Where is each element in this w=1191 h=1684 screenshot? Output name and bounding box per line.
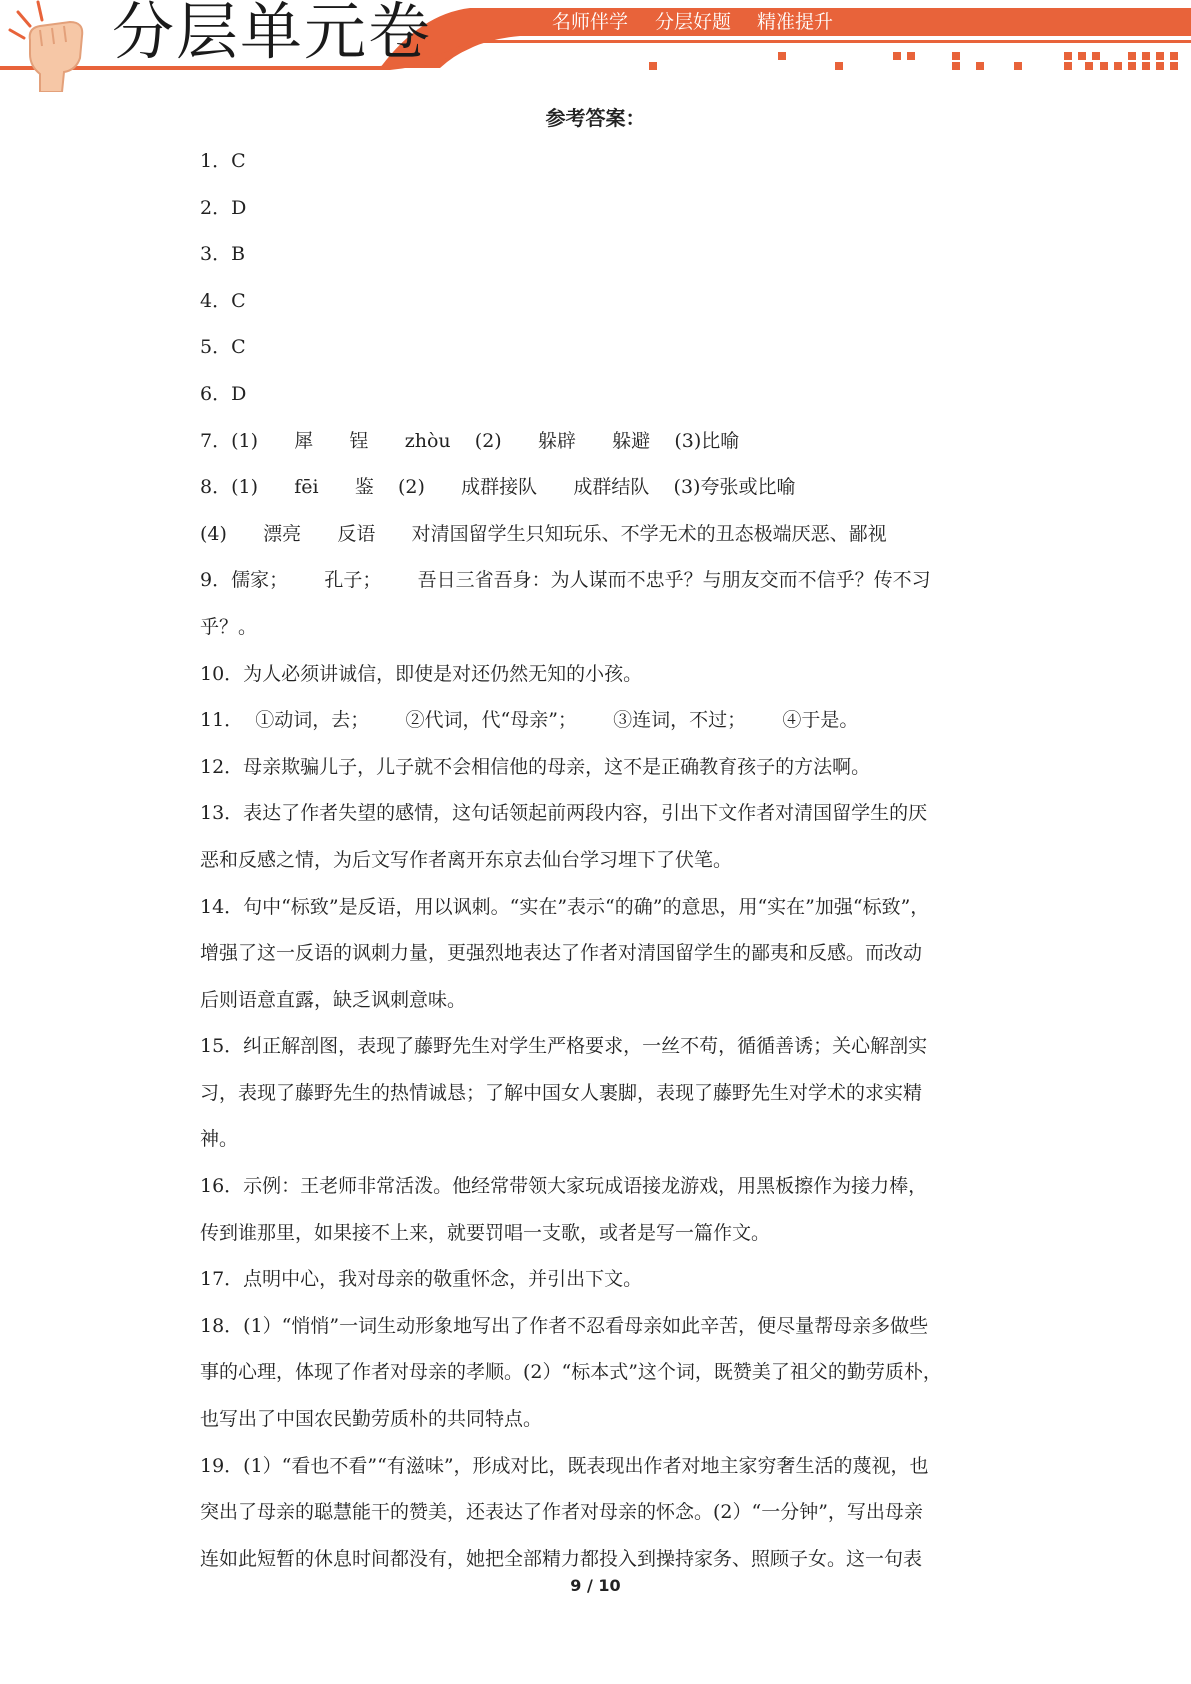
answer-line: 11． ①动词，去； ②代词，代“母亲”； ③连词，不过； ④于是。	[200, 709, 859, 732]
header-banner	[0, 0, 1191, 92]
answer-list	[200, 138, 992, 1582]
answer-line: 连如此短暂的休息时间都没有，她把全部精力都投入到操持家务、照顾子女。这一句表	[200, 1547, 923, 1570]
brand-title: 分层单元卷	[112, 0, 433, 68]
answer-line: 突出了母亲的聪慧能干的赞美，还表达了作者对母亲的怀念。(2）“一分钟”，写出母亲	[200, 1501, 923, 1524]
answer-line: 2．D	[200, 196, 247, 219]
answer-line: 10．为人必须讲诚信，即使是对还仍然无知的小孩。	[200, 662, 643, 685]
answer-line: 7．(1) 犀 锃 zhòu (2) 躲辟 躲避 (3)比喻	[200, 429, 740, 452]
answer-line: 8．(1) fēi 鉴 (2) 成群接队 成群结队 (3)夸张或比喻	[200, 476, 796, 499]
answer-line: 恶和反感之情，为后文写作者离开东京去仙台学习埋下了伏笔。	[200, 848, 733, 871]
answer-line: 也写出了中国农民勤劳质朴的共同特点。	[200, 1408, 543, 1431]
answer-line: 13．表达了作者失望的感情，这句话领起前两段内容，引出下文作者对清国留学生的厌	[200, 802, 928, 825]
answer-line: 19．(1）“看也不看”“有滋味”，形成对比，既表现出作者对地主家穷奢生活的蔑视，也	[200, 1454, 929, 1477]
answer-line: 12．母亲欺骗儿子，儿子就不会相信他的母亲，这不是正确教育孩子的方法啊。	[200, 755, 871, 778]
answer-line: 18．(1）“悄悄”一词生动形象地写出了作者不忍看母亲如此辛苦，便尽量帮母亲多做些	[200, 1314, 929, 1337]
page-title: 参考答案：	[545, 106, 646, 130]
answer-line: 6．D	[200, 382, 247, 405]
answer-line: 9．儒家； 孔子； 吾日三省吾身：为人谋而不忠乎？与朋友交而不信乎？传不习	[200, 569, 931, 592]
answer-line: 4．C	[200, 289, 246, 312]
answer-line: 16．示例：王老师非常活泼。他经常带领大家玩成语接龙游戏，用黑板擦作为接力棒，	[200, 1175, 928, 1198]
fist-hand-icon	[0, 0, 100, 92]
answer-line: 15．纠正解剖图，表现了藤野先生对学生严格要求，一丝不苟，循循善诱；关心解剖实	[200, 1035, 928, 1058]
slogan-item: 名师伴学	[552, 11, 629, 33]
answer-line: 增强了这一反语的讽刺力量，更强烈地表达了作者对清国留学生的鄙夷和反感。而改动	[200, 942, 923, 965]
answer-line: 习，表现了藤野先生的热情诚恳；了解中国女人裹脚，表现了藤野先生对学术的求实精	[200, 1081, 923, 1104]
answer-line: 神。	[200, 1128, 239, 1151]
answer-line: 传到谁那里，如果接不上来，就要罚唱一支歌，或者是写一篇作文。	[200, 1221, 771, 1244]
answer-line: 乎？。	[200, 615, 258, 638]
answer-line: 5．C	[200, 336, 246, 359]
answer-line: (4) 漂亮 反语 对清国留学生只知玩乐、不学无术的丑态极端厌恶、鄙视	[200, 522, 887, 545]
answer-line: 17．点明中心，我对母亲的敬重怀念，并引出下文。	[200, 1268, 643, 1291]
slogan-item: 精准提升	[757, 11, 834, 33]
page-number: 9 / 10	[570, 1576, 621, 1595]
answer-line: 1．C	[200, 150, 246, 172]
answer-line: 事的心理，体现了作者对母亲的孝顺。(2）“标本式”这个词，既赞美了祖父的勤劳质朴，	[200, 1361, 942, 1384]
answer-line: 14．句中“标致”是反语，用以讽刺。“实在”表示“的确”的意思，用“实在”加强“标致”，	[200, 895, 930, 918]
slogan-item: 分层好题	[655, 11, 732, 33]
answer-line: 3．B	[200, 243, 246, 266]
answer-line: 后则语意直露，缺乏讽刺意味。	[200, 988, 467, 1011]
